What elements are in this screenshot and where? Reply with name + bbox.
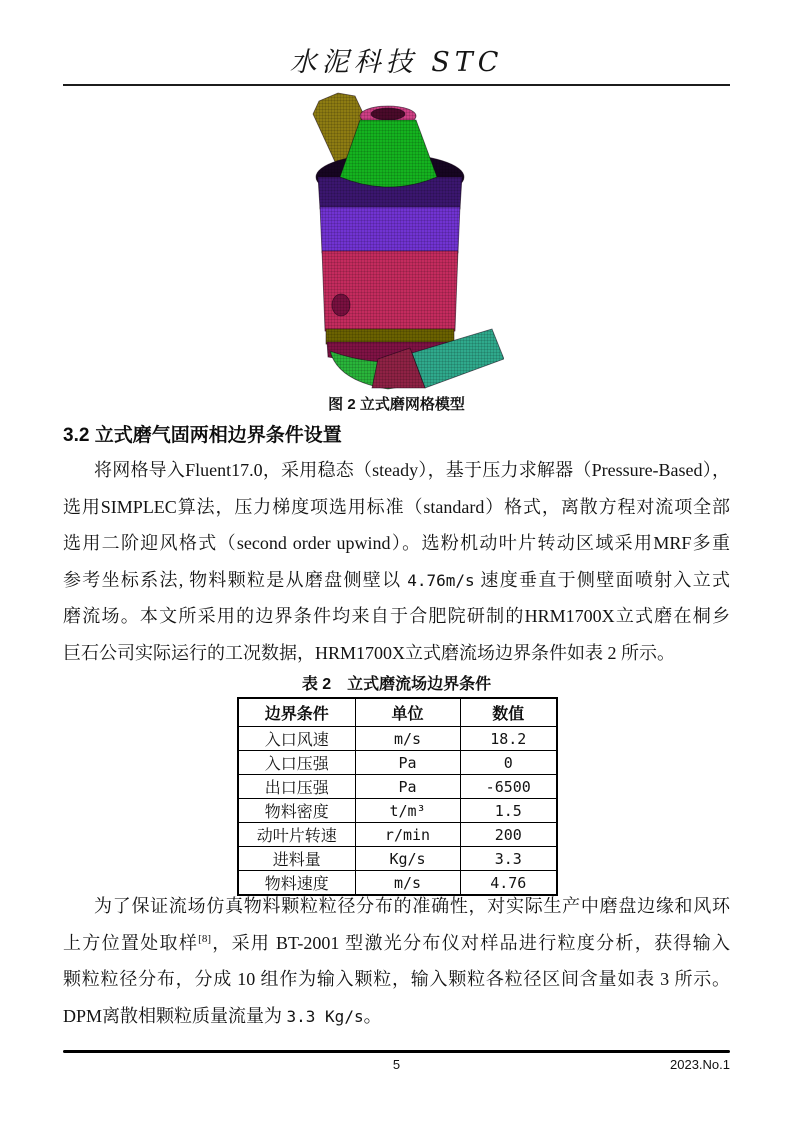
boundary-table (237, 697, 558, 896)
text-segment: 。 (363, 1005, 382, 1026)
text-line (63, 888, 730, 925)
text-line (63, 961, 730, 998)
section-heading: 3.2 立式磨气固两相边界条件设置 (63, 425, 342, 446)
text-line (63, 635, 730, 672)
table-row (238, 847, 557, 871)
text-segment: 为了保证流场仿真物料颗粒粒径分布的准确性，对实际生产中磨盘边缘和风环 (94, 896, 730, 916)
text-line (63, 998, 730, 1035)
table-cell: 18.2 (460, 727, 557, 751)
text-line (63, 452, 730, 489)
mesh-model-illustration (292, 91, 504, 393)
figure-mesh-model (292, 91, 504, 393)
table-cell: 入口压强 (238, 751, 355, 775)
table-cell: 4.76 (460, 871, 557, 896)
text-line (63, 489, 730, 526)
text-segment: DPM离散相颗粒质量流量为 (63, 1005, 287, 1026)
table-header-row (238, 698, 557, 727)
header-rule (63, 84, 730, 86)
table-cell: 进料量 (238, 847, 355, 871)
table-cell: r/min (355, 823, 460, 847)
text-segment: 3.3 Kg/s (286, 1006, 364, 1026)
paragraph-2 (63, 888, 730, 1034)
table-header-cell: 单位 (355, 698, 460, 727)
issue-label: 2023.No.1 (670, 1057, 730, 1072)
table-row (238, 751, 557, 775)
text-segment: 参考坐标系法, 物料颗粒是从磨盘侧壁以 (63, 569, 408, 590)
table-cell: t/m³ (355, 799, 460, 823)
text-segment: 颗粒粒径分布，分成 10 组作为输入颗粒，输入颗粒各粒径区间含量如表 3 所示。 (63, 969, 730, 990)
table-cell: 3.3 (460, 847, 557, 871)
paragraph-1 (63, 452, 730, 672)
table-cell: Pa (355, 751, 460, 775)
text-segment: 选用SIMPLEC算法，压力梯度项选用标准（standard）格式，离散方程对流项全部 (63, 496, 730, 517)
text-segment: 上方位置处取样 (63, 932, 199, 953)
footer-rule (63, 1050, 730, 1053)
table-cell: Kg/s (355, 847, 460, 871)
table-cell: 0 (460, 751, 557, 775)
text-segment: 4.76m/s (407, 570, 475, 590)
figure-caption: 图 2 立式磨网格模型 (328, 396, 465, 413)
text-segment: 磨流场。本文所采用的边界条件均来自于合肥院研制的HRM1700X立式磨在桐乡 (63, 606, 730, 627)
table-header-cell: 数值 (460, 698, 557, 727)
text-segment: 选用二阶迎风格式（second order upwind）。选粉机动叶片转动区域采用MRF多重 (63, 533, 730, 554)
text-line (63, 562, 730, 599)
table-cell: 物料密度 (238, 799, 355, 823)
table-caption: 表 2 立式磨流场边界条件 (301, 676, 492, 693)
text-segment: 将网格导入Fluent17.0，采用稳态（steady），基于压力求解器（Pressure-Based）， (94, 460, 730, 480)
page-number: 5 (392, 1057, 401, 1072)
table-row (238, 727, 557, 751)
table-row (238, 775, 557, 799)
text-segment: ，采用 BT-2001 型激光分布仪对样品进行粒度分析，获得输入 (210, 932, 730, 953)
text-line (63, 598, 730, 635)
table-cell: 物料速度 (238, 871, 355, 896)
table-cell: Pa (355, 775, 460, 799)
table-header-cell: 边界条件 (238, 698, 355, 727)
table-cell: 出口压强 (238, 775, 355, 799)
text-line (63, 925, 730, 962)
journal-title: 水泥科技 STC (289, 47, 504, 78)
table-row (238, 823, 557, 847)
table-row (238, 799, 557, 823)
text-segment: 巨石公司实际运行的工况数据，HRM1700X立式磨流场边界条件如表 2 所示。 (63, 642, 676, 663)
table-cell: 1.5 (460, 799, 557, 823)
table-cell: m/s (355, 727, 460, 751)
text-line (63, 525, 730, 562)
mesh-grid-overlay (292, 91, 504, 393)
table-cell: m/s (355, 871, 460, 896)
text-segment: 速度垂直于侧壁面喷射入立式 (474, 569, 730, 590)
table-cell: 200 (460, 823, 557, 847)
table-cell: 入口风速 (238, 727, 355, 751)
citation-superscript: [8] (198, 932, 211, 945)
table-cell: -6500 (460, 775, 557, 799)
table-cell: 动叶片转速 (238, 823, 355, 847)
